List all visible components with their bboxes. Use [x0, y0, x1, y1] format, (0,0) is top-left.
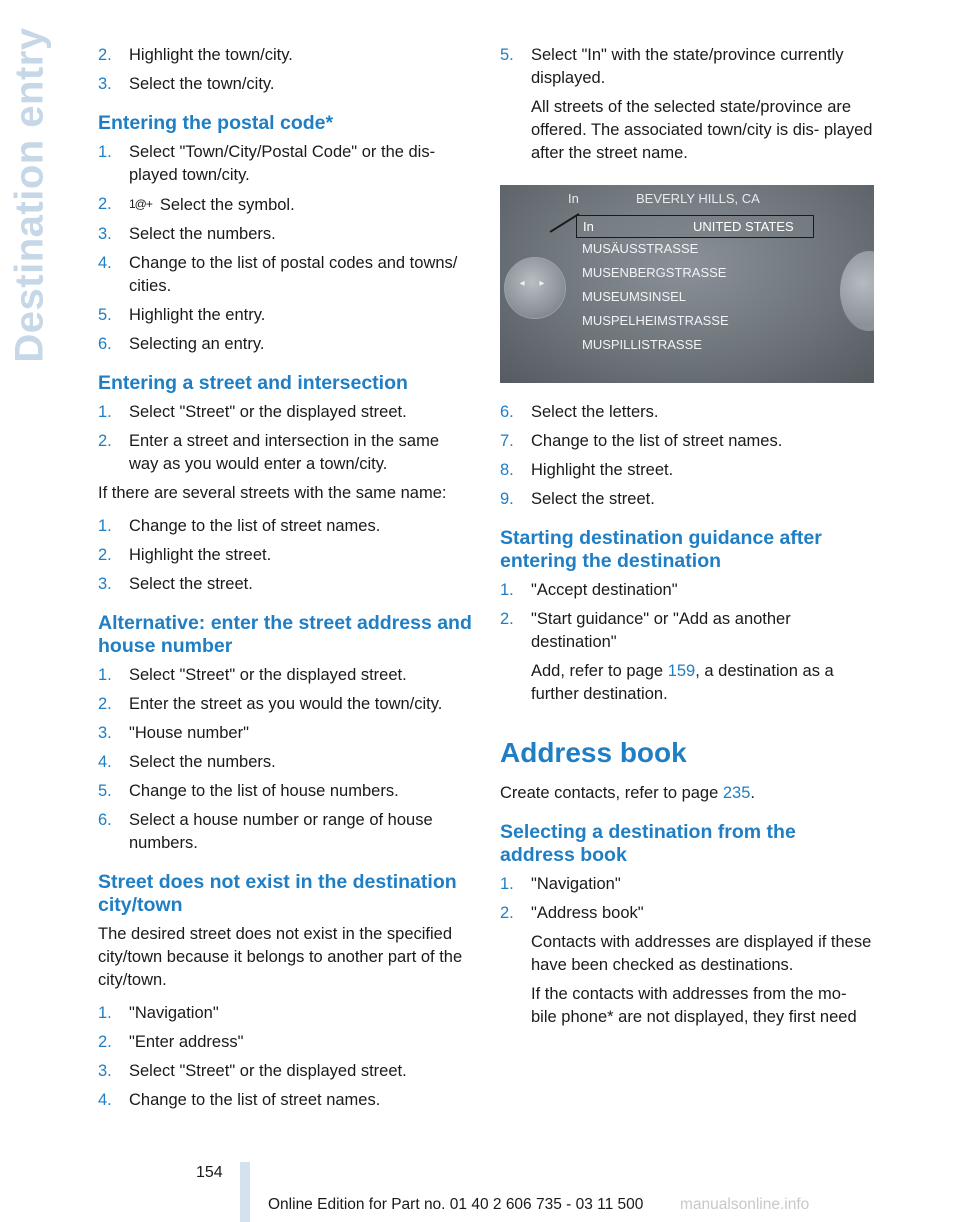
step-note: All streets of the selected state/province are offered. The associated town/city is dis- played after the street name.	[531, 98, 873, 162]
paragraph: Create contacts, refer to page 235.	[500, 784, 755, 802]
section-heading-street-not-exist: Street does not exist in the destination city/town	[98, 871, 457, 916]
list-item: 6. Selecting an entry.	[98, 335, 265, 353]
section-side-tab	[0, 0, 60, 400]
list-item: 5. Select "In" with the state/province currently displayed.	[500, 46, 844, 87]
list-item: 2. Highlight the street.	[98, 546, 272, 564]
section-heading-select-from-address-book: Selecting a destination from the address book	[500, 821, 796, 866]
list-item: 1. Change to the list of street names.	[98, 517, 381, 535]
list-item: 1. Select "Town/City/Postal Code" or the dis- played town/city.	[98, 143, 436, 184]
step-note: Contacts with addresses are displayed if these have been checked as destinations.	[531, 933, 872, 974]
screen-highlighted-row: In UNITED STATES	[576, 215, 814, 238]
list-item: 2. Enter a street and intersection in the same way as you would enter a town/city.	[98, 432, 440, 473]
step-note: Add, refer to page 159, a destination as a further destination.	[531, 662, 834, 703]
list-item: 1. "Accept destination"	[500, 581, 678, 599]
list-item: 3. Select the numbers.	[98, 225, 276, 243]
list-item: 8. Highlight the street.	[500, 461, 674, 479]
list-item: 2. "Start guidance" or "Add as another destination"	[500, 610, 791, 651]
list-item: 3. Select the street.	[98, 575, 253, 593]
section-heading-postal-code: Entering the postal code*	[98, 112, 334, 134]
screen-list-item: MUSÄUSSTRASSE	[582, 241, 699, 256]
screen-list-item: MUSEUMSINSEL	[582, 289, 687, 304]
list-item: 4. Select the numbers.	[98, 753, 276, 771]
list-item: 2. Highlight the town/city.	[98, 46, 293, 64]
list-item: 3. "House number"	[98, 724, 249, 742]
at-plus-symbol-icon: 1@+	[129, 197, 152, 211]
list-item: 4. Change to the list of street names.	[98, 1091, 381, 1109]
screen-list-item: MUSENBERGSTRASSE	[582, 265, 727, 280]
left-column	[98, 44, 472, 1118]
list-item: 1. "Navigation"	[500, 875, 621, 893]
list-item: 7. Change to the list of street names.	[500, 432, 783, 450]
list-item: 5. Change to the list of house numbers.	[98, 782, 399, 800]
step-note: If the contacts with addresses from the mo- bile phone* are not displayed, they first need	[531, 985, 857, 1026]
left-right-arrows-icon: ◂ ▸	[519, 278, 551, 289]
watermark: manualsonline.info	[680, 1196, 810, 1213]
navigation-screen-image	[500, 185, 874, 383]
callout-line	[550, 213, 580, 232]
list-item: 6. Select a house number or range of house numbers.	[98, 811, 433, 852]
section-heading-street-intersection: Entering a street and intersection	[98, 372, 408, 394]
list-item: 3. Select "Street" or the displayed street.	[98, 1062, 407, 1080]
list-item: 3. Select the town/city.	[98, 75, 275, 93]
list-item: 1. "Navigation"	[98, 1004, 219, 1022]
section-heading-alternative: Alternative: enter the street address and house number	[98, 612, 472, 657]
list-item: 1. Select "Street" or the displayed street.	[98, 403, 407, 421]
section-heading-start-guidance: Starting destination guidance after entering the destination	[500, 527, 822, 572]
footer-accent-bar	[240, 1162, 250, 1222]
controller-knob-icon	[504, 257, 566, 319]
list-item: 1. Select "Street" or the displayed street.	[98, 666, 407, 684]
screen-header: In BEVERLY HILLS, CA	[568, 191, 760, 206]
list-item: 9. Select the street.	[500, 490, 655, 508]
list-item: 6. Select the letters.	[500, 403, 659, 421]
footer-edition-text: Online Edition for Part no. 01 40 2 606 735 - 03 11 500	[268, 1196, 644, 1213]
screen-list-item: MUSPILLISTRASSE	[582, 337, 702, 352]
paragraph: If there are several streets with the same name:	[98, 484, 447, 502]
screen-list-item: MUSPELHEIMSTRASSE	[582, 313, 729, 328]
list-item: 4. Change to the list of postal codes and towns/ cities.	[98, 254, 458, 295]
section-side-tab-label: Destination entry	[7, 27, 52, 363]
right-column	[500, 44, 874, 1035]
list-item: 2. 1@+ Select the symbol.	[98, 195, 295, 214]
screen-edge-knob-icon	[840, 251, 874, 331]
list-item: 2. Enter the street as you would the town/city.	[98, 695, 443, 713]
page-link[interactable]: 235	[722, 784, 751, 802]
list-item: 2. "Address book"	[500, 904, 644, 922]
chapter-heading-address-book: Address book	[500, 737, 687, 768]
list-item: 5. Highlight the entry.	[98, 306, 266, 324]
paragraph: The desired street does not exist in the specified city/town because it belongs to another part of the city/town.	[98, 925, 463, 989]
list-item: 2. "Enter address"	[98, 1033, 244, 1051]
page-number: 154	[196, 1164, 223, 1181]
page-link[interactable]: 159	[667, 662, 696, 680]
